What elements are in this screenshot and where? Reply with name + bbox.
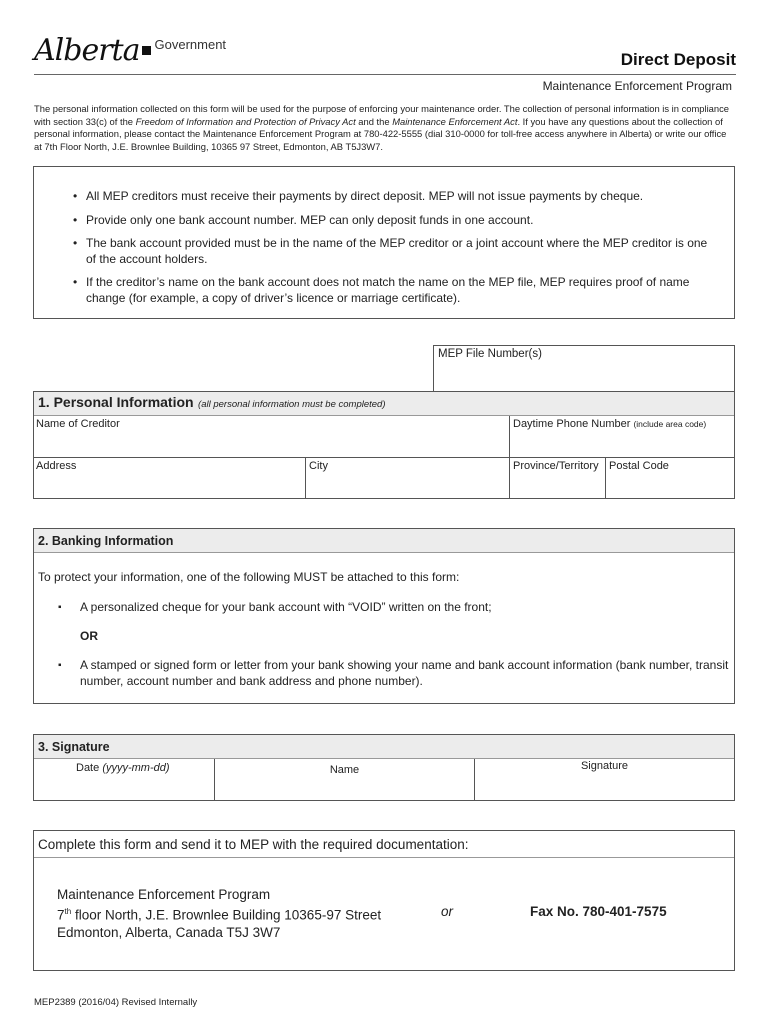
personal-information-section — [33, 391, 735, 499]
signature-field[interactable] — [475, 759, 734, 800]
logo-mark-icon — [142, 46, 151, 55]
list-item: • Provide only one bank account number. MEP can only deposit funds in one account. — [70, 213, 716, 229]
list-item: • All MEP creditors must receive their payments by direct deposit. MEP will not issue payments by cheque. — [70, 189, 716, 205]
daytime-phone-label: Daytime Phone Number — [513, 418, 631, 430]
province-label: Province/Territory — [513, 460, 599, 472]
header-rule — [34, 74, 736, 75]
daytime-phone-label-wrap — [513, 418, 706, 430]
logo-government: Government — [154, 36, 227, 52]
address-line-3: Edmonton, Alberta, Canada T5J 3W7 — [57, 924, 281, 940]
notices-list — [70, 189, 716, 306]
postal-code-field[interactable] — [606, 458, 734, 498]
list-item: ▪ A personalized cheque for your bank account with “VOID” written on the front; — [62, 600, 727, 616]
date-field[interactable] — [34, 759, 215, 800]
list-item: ▪ A stamped or signed form or letter from your bank showing your name and bank account information (bank number, transit number, account number and bank address and phone number). — [62, 658, 730, 689]
postal-code-label: Postal Code — [609, 460, 669, 472]
notices-box — [33, 166, 735, 319]
section-2-header — [34, 529, 734, 553]
section-1-note: (all personal information must be completed) — [198, 399, 386, 410]
banking-intro: To protect your information, one of the following MUST be attached to this form: — [38, 570, 460, 584]
privacy-text-2: and the — [355, 115, 393, 127]
section-3-header — [34, 735, 734, 759]
section-3-title: 3. Signature — [38, 740, 110, 754]
section-1-header — [34, 392, 734, 416]
address-line-2-rest: floor North, J.E. Brownlee Building 10365-97 Street — [71, 907, 382, 923]
logo-wordmark: Alberta — [34, 32, 140, 68]
submission-header — [34, 831, 734, 858]
banking-options — [62, 600, 727, 624]
submission-or: or — [441, 904, 454, 919]
banking-information-section — [33, 528, 735, 704]
page-subtitle: Maintenance Enforcement Program — [542, 79, 732, 93]
date-format: (yyyy-mm-dd) — [102, 762, 170, 774]
form-id: MEP2389 (2016/04) Revised Internally — [34, 997, 198, 1008]
alberta-logo — [34, 30, 226, 70]
city-label: City — [309, 460, 328, 472]
section-1-title: 1. Personal Information — [38, 394, 194, 410]
banking-or: OR — [80, 629, 98, 643]
section-2-title: 2. Banking Information — [38, 534, 174, 548]
signature-section — [33, 734, 735, 801]
privacy-act-1: Freedom of Information and Protection of Privacy Act — [135, 115, 356, 127]
privacy-act-2: Maintenance Enforcement Act — [392, 115, 518, 127]
submission-box — [33, 830, 735, 971]
mep-file-number-label: MEP File Number(s) — [438, 348, 542, 360]
mep-file-number-field[interactable] — [433, 345, 735, 392]
name-label: Name — [329, 764, 360, 776]
city-field[interactable] — [306, 458, 510, 498]
address-floor-suffix: th — [64, 907, 72, 916]
mailing-address — [57, 886, 381, 941]
list-item: • The bank account provided must be in the name of the MEP creditor or a joint account where the MEP creditor is one of the account holders. — [70, 236, 716, 267]
privacy-statement — [34, 103, 734, 153]
fax-number: Fax No. 780-401-7575 — [530, 904, 667, 919]
province-field[interactable] — [510, 458, 606, 498]
daytime-phone-note: (include area code) — [633, 419, 707, 429]
submission-heading: Complete this form and send it to MEP with the required documentation: — [38, 837, 469, 852]
name-field[interactable] — [215, 759, 475, 800]
address-field[interactable] — [34, 458, 306, 498]
address-label: Address — [36, 460, 77, 472]
date-label: Date — [76, 762, 100, 774]
privacy-text-3: . If you have any questions about the collection of personal information, please contact the Maintenance Enforcement Program at 780-422-5555 (dial 310-0000 for toll-free access anywhere in Alberta) or write our office at 7th Floor North, J.E. Brownlee Building, 10365 97 Street, Edmonton, AB T5J3W7. — [34, 115, 727, 152]
banking-options-2 — [62, 658, 730, 697]
address-floor-number: 7 — [57, 907, 65, 923]
signature-label: Signature — [580, 760, 629, 772]
privacy-text-1: The personal information collected on this form will be used for the purpose of enforcing your maintenance order. The collection of personal information is in compliance with section 33(c) of the — [34, 103, 729, 127]
address-line-2 — [57, 903, 381, 924]
date-label-wrap — [76, 762, 170, 774]
name-of-creditor-field[interactable] — [34, 416, 510, 458]
list-item: • If the creditor’s name on the bank account does not match the name on the MEP file, MEP requires proof of name change (for example, a copy of driver’s licence or marriage certificate). — [70, 275, 716, 306]
daytime-phone-field[interactable] — [510, 416, 734, 458]
page-title: Direct Deposit — [620, 50, 736, 69]
name-of-creditor-label: Name of Creditor — [36, 418, 120, 430]
address-line-1: Maintenance Enforcement Program — [57, 887, 271, 902]
